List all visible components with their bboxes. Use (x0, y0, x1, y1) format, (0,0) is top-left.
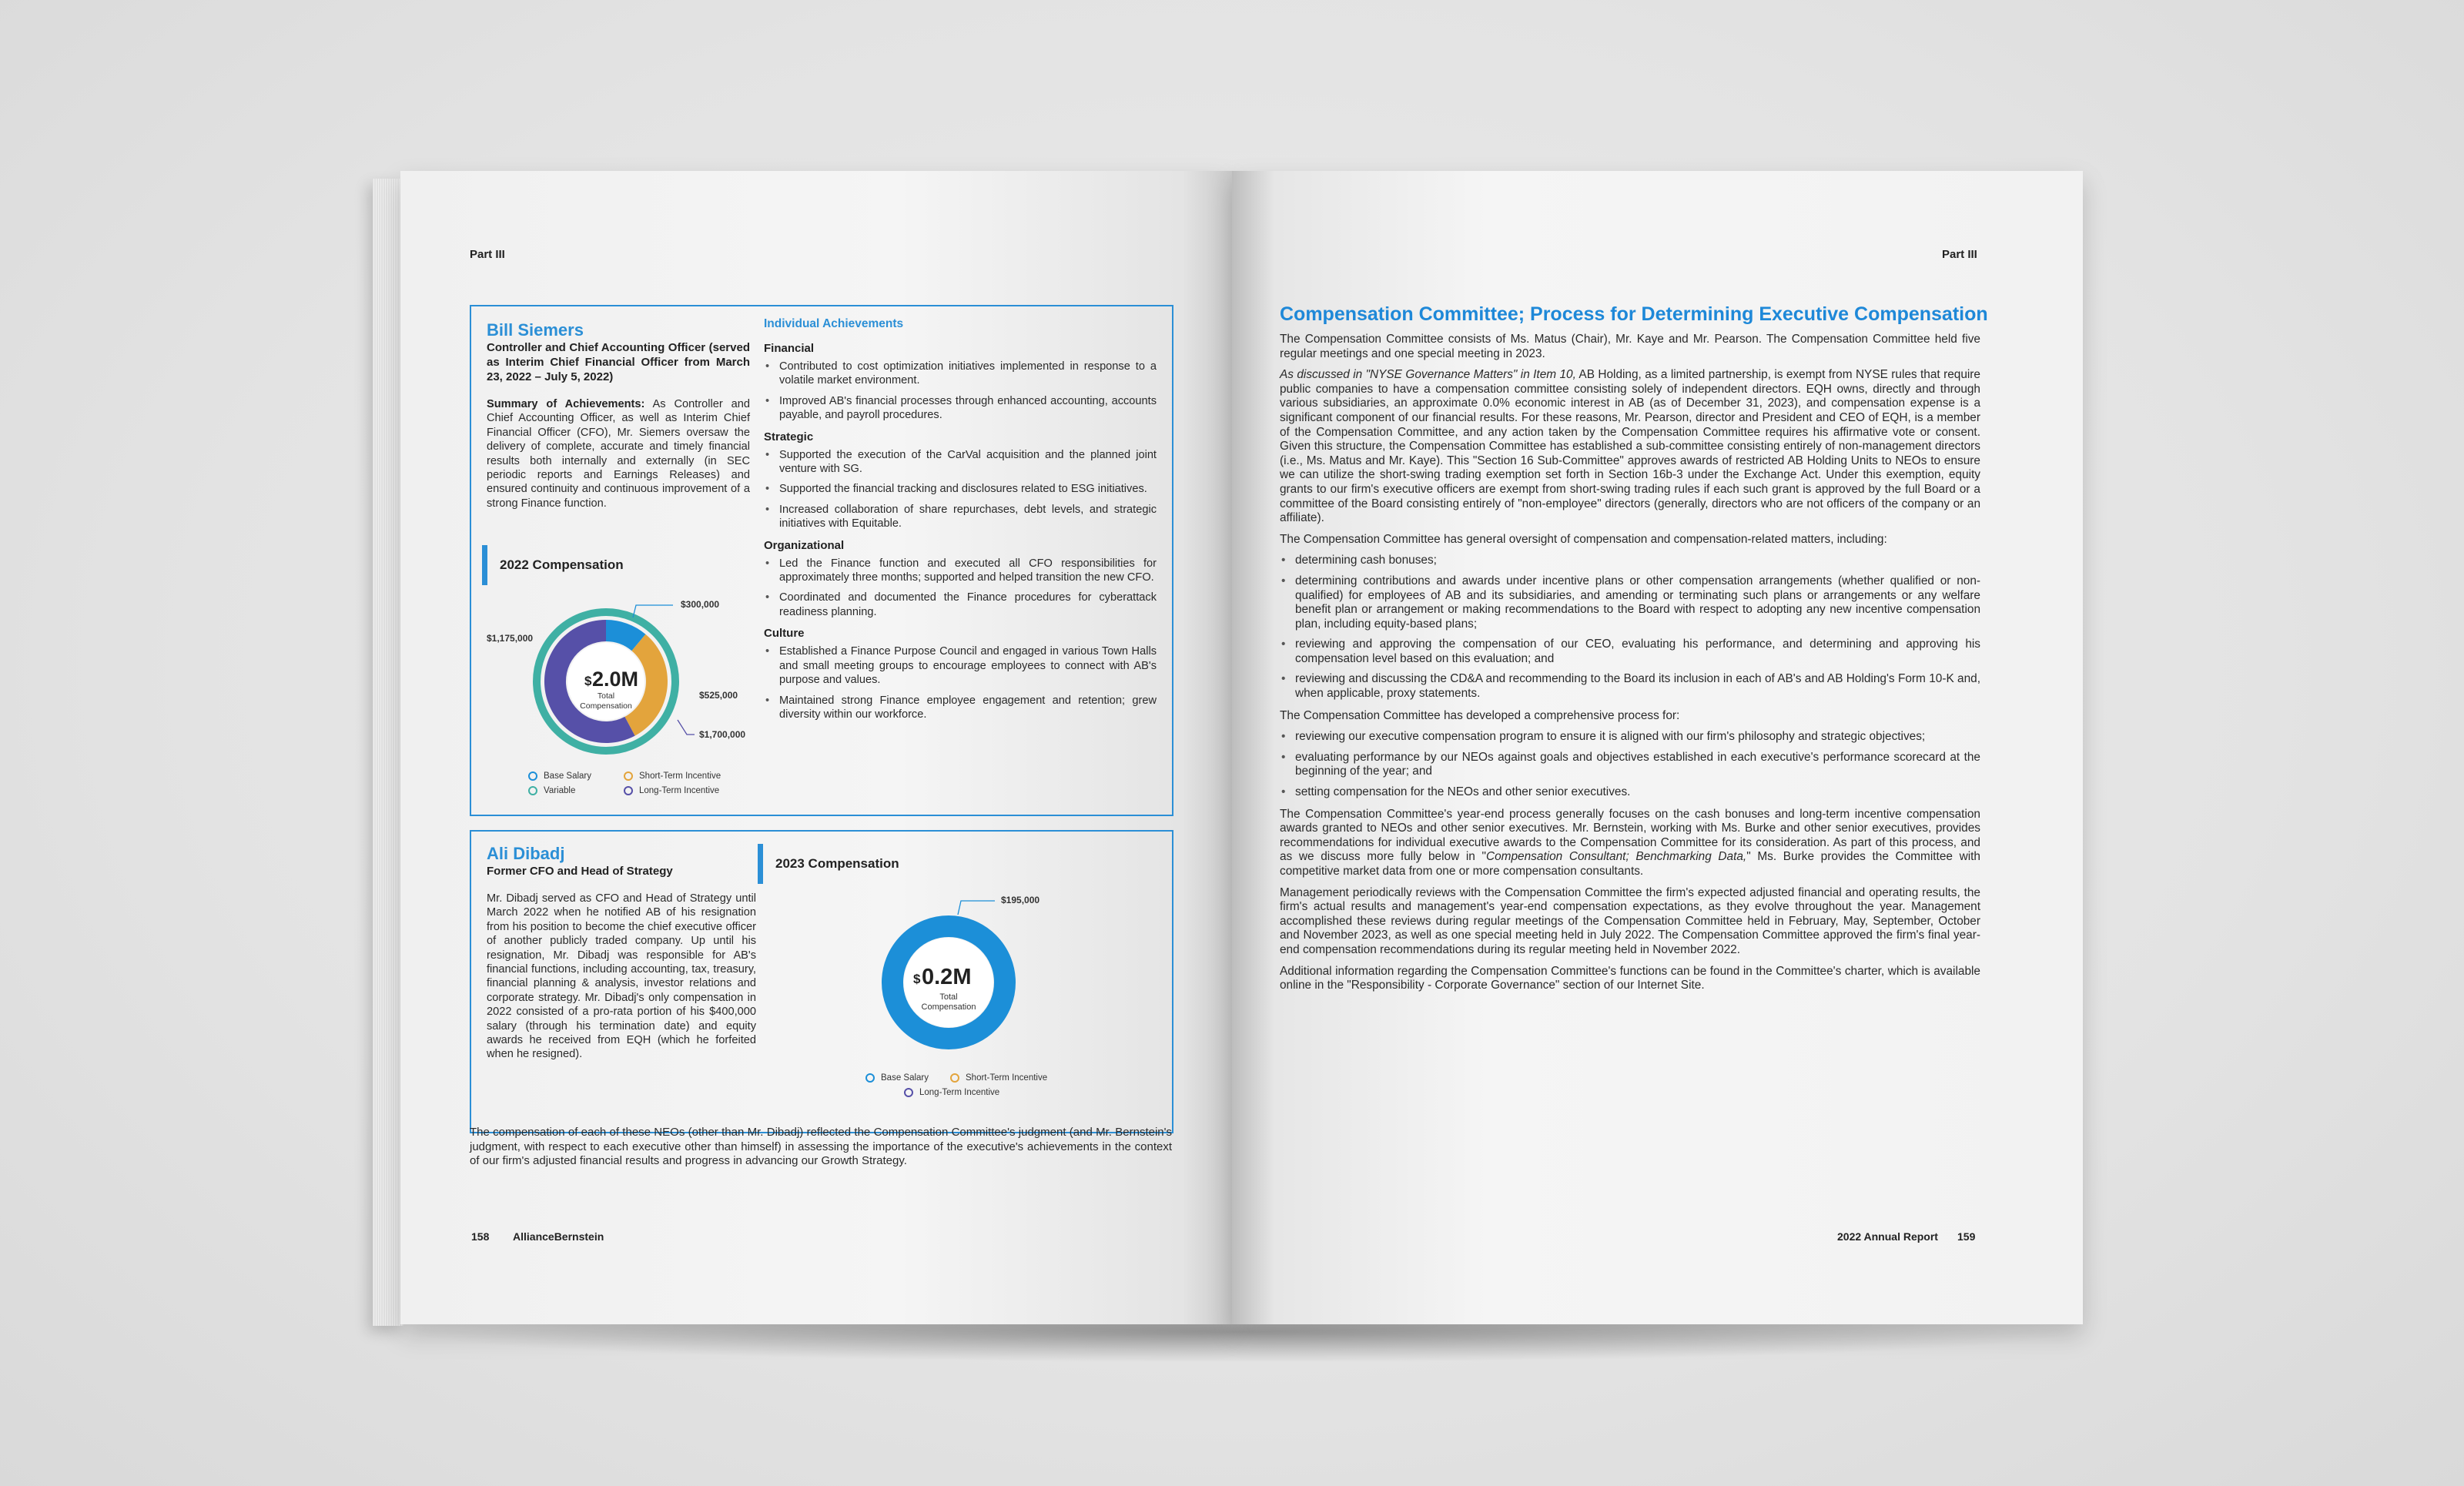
ali-text: Mr. Dibadj served as CFO and Head of Strategy until March 2022 when he notified AB of his resignation from his position to become the chief executive officer of another publicly traded company. Up until his resignation, Mr. Dibadj was responsible for AB's financial functions, including accounting, tax, treasury, financial planning & analysis, investor relations and corporate strategy. Mr. Dibadj's only compensation in 2022 consisted of a pro-rata portion of his $400,000 salary (through his termination date) and equity awards he received from EQH (which he forfeited when he resigned). (487, 892, 756, 1061)
leader-line-top (958, 901, 995, 915)
process-list (1280, 730, 1980, 799)
achievements-title: Individual Achievements (764, 317, 904, 330)
leader-line-bottom (678, 720, 695, 735)
category-strategic: Strategic (764, 430, 814, 443)
legend-dot-icon (528, 771, 537, 781)
ali-role: Former CFO and Head of Strategy (487, 865, 673, 878)
legend-2023 (865, 1073, 1112, 1099)
donut-center-sub1: Total (939, 992, 958, 1002)
comp-heading-2023: 2023 Compensation (758, 844, 899, 884)
leader-line-top (633, 605, 673, 617)
summary-text: As Controller and Chief Accounting Officer, as well as Interim Chief Financial Officer (CFO), Mr. Siemers oversaw the delivery of complete, accurate and timely financial results both internally and externally (in SEC periodic reports and Earnings Releases) and ensured continuity and continuous improvement of a strong Finance function. (487, 398, 750, 510)
label-short-term: $525,000 (699, 690, 738, 701)
bill-siemers-box (470, 305, 1173, 816)
running-head: Part III (470, 248, 505, 261)
paragraph: Additional information regarding the Compensation Committee's functions can be found in the Committee's charter, which is available online in the "Responsibility - Corporate Governance" section of our Internet Site. (1280, 964, 1980, 992)
list-item: • evaluating performance by our NEOs against goals and objectives established in each executive's performance scorecard at the beginning of the year; and (1295, 751, 1980, 779)
paragraph: Management periodically reviews with the Compensation Committee the firm's expected adjusted financial and operating results, the firm's actual results and management's year-end compensation expectations, as they evolve throughout the year. Management accomplished these reviews during regular meetings of the Compensation Committee held in February, May, September, October and November 2023, as well as one special meeting held in July 2022. The Compensation Committee approved the firm's final year-end compensation recommendations during its regular meeting held in November 2022. (1280, 885, 1980, 956)
donut-center-value: 2.0M (592, 668, 639, 691)
legend-dot-icon (624, 786, 633, 795)
donut-center-dollar: $ (584, 674, 592, 688)
legend-item-variable: Variable (528, 786, 602, 795)
individual-achievements (764, 317, 1157, 728)
list-item: • Led the Finance function and executed all CFO responsibilities for approximately three months; supported and helped transition the new CFO. (779, 557, 1157, 585)
legend-dot-icon (528, 786, 537, 795)
list-item: • Established a Finance Purpose Council and engaged in various Town Halls and small meeting groups to encourage employees to connect with AB's purpose and values. (779, 644, 1157, 687)
list-item: • reviewing and discussing the CD&A and recommending to the Board its inclusion in each of AB's and AB Holding's Form 10-K and, when applicable, proxy statements. (1295, 672, 1980, 701)
footer-brand: AllianceBernstein (513, 1230, 604, 1243)
paragraph: The Compensation Committee's year-end process generally focuses on the cash bonuses and long-term incentive compensation awards granted to NEOs and other senior executives. Mr. Bernstein, working with Ms. Burke and other senior executives, provides recommendations for individual executive awards to the Compensation Committee for its consideration. As part of this process, and as we discuss more fully below in "Compensation Consultant; Benchmarking Data," Ms. Burke provides the Committee with competitive market data from one or more compensation consultants. (1280, 807, 1980, 878)
paragraph: The Compensation Committee has developed a comprehensive process for: (1280, 708, 1680, 722)
list-item: • Improved AB's financial processes through enhanced accounting, accounts payable, and payroll procedures. (779, 394, 1157, 423)
label-variable: $1,175,000 (487, 633, 534, 644)
paragraph: The Compensation Committee has general oversight of compensation and compensation-related matters, including: (1280, 532, 1887, 546)
list-item: • Increased collaboration of share repurchases, debt levels, and strategic initiatives with Equitable. (779, 503, 1157, 531)
list-item: • setting compensation for the NEOs and other senior executives. (1295, 785, 1980, 800)
left-page (400, 171, 1232, 1324)
label-long-term: $1,700,000 (699, 729, 746, 740)
donut-center-value: 0.2M (922, 965, 972, 989)
label-base-salary: $300,000 (681, 599, 720, 610)
comp-heading-2022: 2022 Compensation (482, 545, 624, 585)
category-financial: Financial (764, 342, 815, 355)
list-item: • reviewing and approving the compensation of our CEO, evaluating his performance, and determining and approving his compensation level based on this evaluation; and (1295, 638, 1980, 666)
bill-role: Controller and Chief Accounting Officer (served as Interim Chief Financial Officer from March 23, 2022 – July 5, 2022) (487, 341, 750, 383)
category-organizational: Organizational (764, 538, 845, 552)
list-item: • Supported the execution of the CarVal acquisition and the planned joint venture with SG. (779, 448, 1157, 477)
legend-dot-icon (950, 1073, 959, 1083)
list-item: • Contributed to cost optimization initiatives implemented in response to a volatile market environment. (779, 360, 1157, 388)
paragraph: The Compensation Committee consists of Ms. Matus (Chair), Mr. Kaye and Mr. Pearson. The Compensation Committee held five regular meetings and one special meeting in 2023. (1280, 333, 1980, 360)
legend-item-long-term: Long-Term Incentive (904, 1088, 999, 1097)
legend-dot-icon (904, 1088, 913, 1097)
paragraph: As discussed in "NYSE Governance Matters" in Item 10, AB Holding, as a limited partnership, is exempt from NYSE rules that require public companies to have a compensation committee consisting solely of independent directors. EQH owns, directly and through various subsidiaries, an approximate 0.0% economic interest in AB (as of December 31, 2023), and compensation expense is a significant component of our financial results. For these reasons, Mr. Pearson, director and President and CEO of EQH, is a member of the Compensation Committee, and any action taken by the Compensation Committee requires his affirmative vote or consent. Given this structure, the Compensation Committee has established a sub-committee consisting entirely of non-management directors (i.e., Ms. Matus and Mr. Kaye). This "Section 16 Sub-Committee" approves awards of restricted AB Holding Units to NEOs to ensure we can utilize the short-swing trading exemption set forth in Section 16b-3 under the Exchange Act. Under this exemption, equity grants to our firm's executive officers are exempt from short-swing trading rules if each such grant is approved by the full Board or a committee of the Board consisting entirely of "non-employee" directors (generally, directors who are not officers of the company or an affiliate). (1280, 368, 1980, 525)
ali-dibadj-box (470, 830, 1173, 1133)
list-item: • Supported the financial tracking and disclosures related to ESG initiatives. (779, 482, 1157, 496)
legend-item-base-salary: Base Salary (528, 771, 602, 781)
category-culture: Culture (764, 627, 805, 641)
bill-name: Bill Siemers (487, 320, 584, 340)
donut-center-sub1: Total (597, 691, 615, 701)
footer-page-number: 158 (471, 1230, 490, 1243)
label-base-salary: $195,000 (1001, 895, 1040, 905)
body-text (1280, 333, 1980, 1000)
list-item: • reviewing our executive compensation program to ensure it is aligned with our firm's philosophy and strategic objectives; (1295, 730, 1980, 745)
page-title: Compensation Committee; Process for Determining Executive Compensation (1280, 303, 1988, 325)
donut-center-dollar: $ (913, 972, 921, 986)
donut-center-sub2: Compensation (580, 701, 632, 711)
list-item: • Coordinated and documented the Finance procedures for cyberattack readiness planning. (779, 591, 1157, 619)
ali-name: Ali Dibadj (487, 844, 565, 863)
legend-item-long-term: Long-Term Incentive (624, 786, 719, 795)
right-page (1232, 171, 2083, 1324)
running-head: Part III (1942, 248, 1977, 261)
closing-paragraph: The compensation of each of these NEOs (other than Mr. Dibadj) reflected the Compensation Committee's judgment (and Mr. Bernstein's judgment, with respect to each executive other than himself) in assessing the importance of the executive's achievements in the context of our firm's adjusted financial results and progress in advancing our Growth Strategy. (470, 1126, 1172, 1168)
legend-dot-icon (624, 771, 633, 781)
page-edges (373, 179, 403, 1326)
legend-item-short-term: Short-Term Incentive (950, 1073, 1047, 1083)
summary-label: Summary of Achievements: (487, 398, 645, 410)
legend-dot-icon (865, 1073, 875, 1083)
list-item: • determining cash bonuses; (1295, 554, 1980, 568)
list-item: • determining contributions and awards under incentive plans or other compensation arrangements (whether qualified or non-qualified) for employees of AB and its subsidiaries, and amending or terminating such plans or arrangements or any welfare benefit plan or arrangement or making recommendations to the Board with respect to adopting any new incentive compensation plan, including equity-based plans; (1295, 574, 1980, 631)
legend-2022 (528, 771, 759, 798)
oversight-list (1280, 554, 1980, 701)
footer-report: 2022 Annual Report (1837, 1230, 1938, 1243)
legend-item-base-salary: Base Salary (865, 1073, 929, 1083)
legend-item-short-term: Short-Term Incentive (624, 771, 721, 781)
donut-center-sub2: Compensation (921, 1002, 976, 1012)
footer-page-number: 159 (1957, 1230, 1976, 1243)
list-item: • Maintained strong Finance employee engagement and retention; grew diversity within our workforce. (779, 694, 1157, 722)
